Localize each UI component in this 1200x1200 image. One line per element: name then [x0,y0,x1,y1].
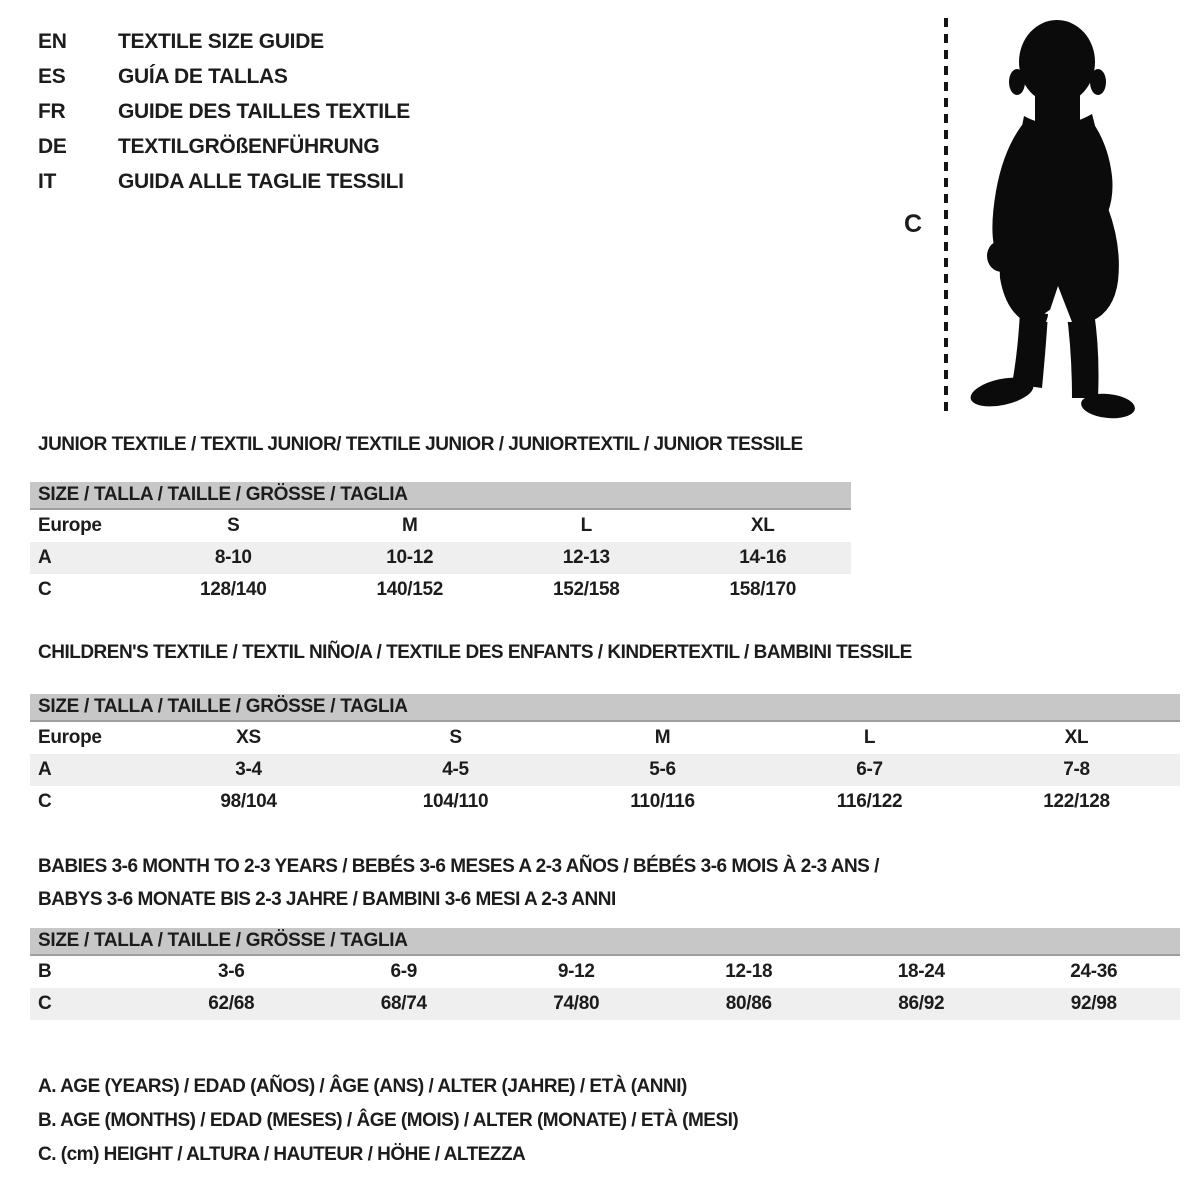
language-code: FR [38,99,66,123]
language-row-es [38,59,410,94]
months-cell: 18-24 [897,961,945,982]
age-cell: 14-16 [739,547,787,568]
height-cell: 74/80 [553,993,600,1014]
height-cell: 80/86 [725,993,772,1014]
language-row-fr [38,94,410,129]
children-section-heading: CHILDREN'S TEXTILE / TEXTIL NIÑO/A / TEXTILE DES ENFANTS / KINDERTEXTIL / BAMBINI TESSILE [38,642,912,663]
babies-section-heading [38,850,879,916]
height-cell: 152/158 [552,579,620,600]
row-label: B [38,961,52,982]
language-code: ES [38,64,66,88]
table-row-europe [30,722,1180,754]
table-row-months [30,956,1180,988]
size-cell: S [449,727,462,748]
row-label: C [38,993,52,1014]
age-cell: 6-7 [856,759,883,780]
row-label: Europe [38,515,102,536]
language-row-en [38,24,410,59]
row-label: C [38,579,52,600]
row-label: Europe [38,727,102,748]
children-size-table-header: SIZE / TALLA / TAILLE / GRÖSSE / TAGLIA [30,694,1180,722]
height-cell: 110/116 [630,791,695,812]
height-cell: 158/170 [729,579,797,600]
months-cell: 24-36 [1070,961,1118,982]
row-label: A [38,759,52,780]
age-cell: 8-10 [214,547,252,568]
age-cell: 4-5 [442,759,469,780]
height-cell: 62/68 [208,993,255,1014]
table-row-height [30,988,1180,1020]
height-cell: 68/74 [380,993,427,1014]
age-cell: 5-6 [649,759,676,780]
row-label: C [38,791,52,812]
language-row-it [38,164,410,199]
size-cell: M [401,515,418,536]
language-title: GUIDA ALLE TAGLIE TESSILI [118,169,404,193]
age-cell: 3-4 [235,759,262,780]
legend-line-b: B. AGE (MONTHS) / EDAD (MESES) / ÂGE (MOIS) / ALTER (MONATE) / ETÀ (MESI) [38,1110,739,1131]
height-cell: 86/92 [898,993,945,1014]
age-cell: 10-12 [386,547,434,568]
months-cell: 9-12 [557,961,595,982]
junior-size-table-header: SIZE / TALLA / TAILLE / GRÖSSE / TAGLIA [30,482,851,510]
age-cell: 7-8 [1063,759,1090,780]
junior-size-table [30,482,851,606]
height-cell: 98/104 [220,791,277,812]
months-cell: 3-6 [217,961,245,982]
age-cell: 12-13 [562,547,610,568]
table-row-height [30,574,851,606]
babies-heading-line2: BABYS 3-6 MONATE BIS 2-3 JAHRE / BAMBINI 3-6 MESI A 2-3 ANNI [38,889,616,910]
row-label: A [38,547,52,568]
size-cell: S [227,515,240,536]
height-cell: 122/128 [1043,791,1110,812]
junior-section-heading: JUNIOR TEXTILE / TEXTIL JUNIOR/ TEXTILE JUNIOR / JUNIORTEXTIL / JUNIOR TESSILE [38,434,803,455]
babies-heading-line1: BABIES 3-6 MONTH TO 2-3 YEARS / BEBÉS 3-6 MESES A 2-3 AÑOS / BÉBÉS 3-6 MOIS À 2-3 ANS / [38,856,879,877]
height-cell: 128/140 [199,579,267,600]
babies-size-table [30,928,1180,1020]
babies-size-table-header: SIZE / TALLA / TAILLE / GRÖSSE / TAGLIA [30,928,1180,956]
language-title: GUIDE DES TAILLES TEXTILE [118,99,410,123]
size-cell: XL [1064,727,1089,748]
language-list [38,24,410,199]
legend-line-c: C. (cm) HEIGHT / ALTURA / HAUTEUR / HÖHE / ALTEZZA [38,1144,526,1165]
language-code: EN [38,29,67,53]
language-code: IT [38,169,57,193]
months-cell: 6-9 [390,961,418,982]
size-cell: XS [236,727,261,748]
language-title: GUÍA DE TALLAS [118,64,288,88]
size-cell: M [654,727,671,748]
language-row-de [38,129,410,164]
language-title: TEXTILE SIZE GUIDE [118,29,324,53]
height-cell: 104/110 [422,791,489,812]
months-cell: 12-18 [725,961,773,982]
size-cell: XL [750,515,775,536]
size-cell: L [580,515,592,536]
table-row-age [30,754,1180,786]
height-cell: 140/152 [376,579,444,600]
measure-legend [38,1070,738,1172]
height-dashed-line [944,18,948,416]
table-row-height [30,786,1180,818]
language-title: TEXTILGRÖßENFÜHRUNG [118,134,380,158]
children-size-table [30,694,1180,818]
toddler-silhouette-icon [960,16,1140,420]
table-row-europe [30,510,851,542]
height-cell: 116/122 [836,791,903,812]
height-cell: 92/98 [1070,993,1117,1014]
legend-line-a: A. AGE (YEARS) / EDAD (AÑOS) / ÂGE (ANS) / ALTER (JAHRE) / ETÀ (ANNI) [38,1076,687,1097]
language-code: DE [38,134,67,158]
table-row-age [30,542,851,574]
height-measure-label: C [904,210,922,238]
size-cell: L [863,727,876,748]
